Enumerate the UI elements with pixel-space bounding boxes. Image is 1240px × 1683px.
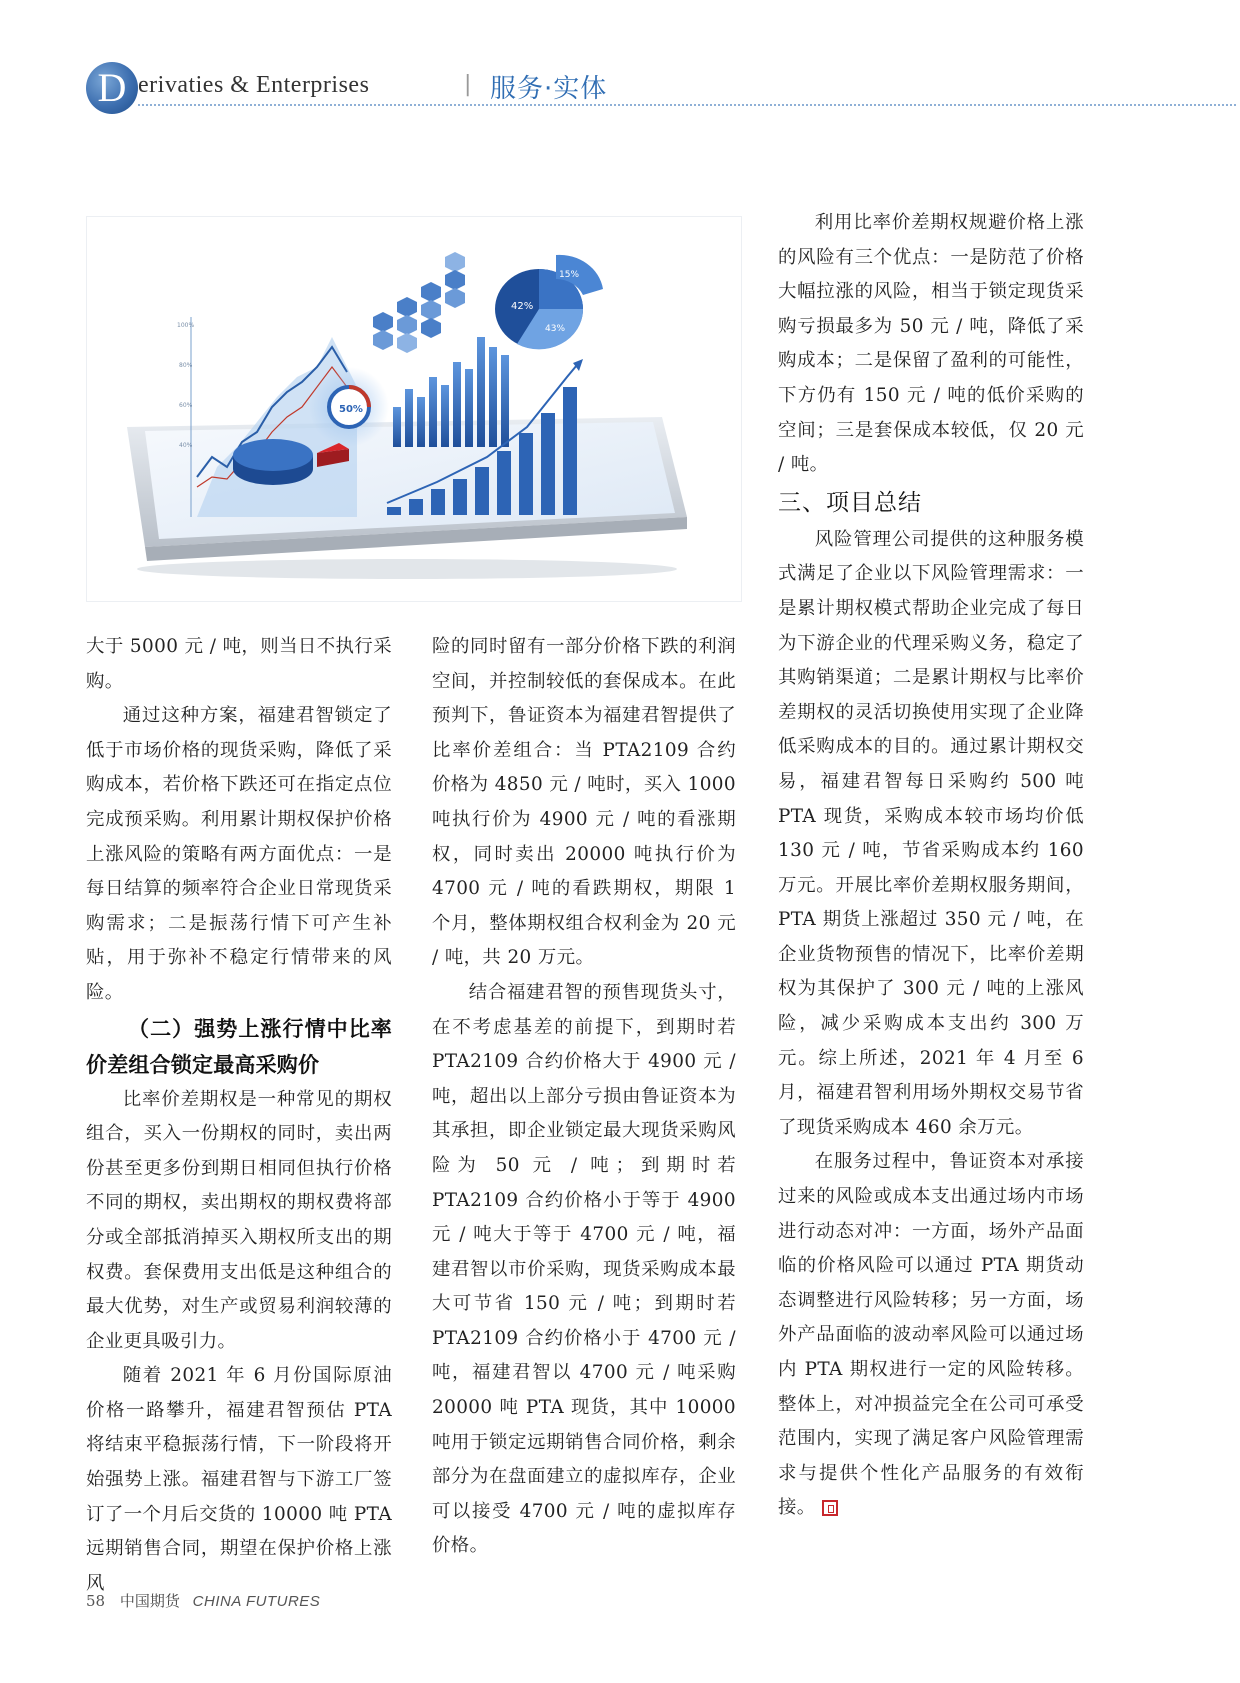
paragraph-text: 在服务过程中，鲁证资本对承接过来的风险或成本支出通过场内市场进行动态对冲：一方面，场外产品面临的价格风险可以通过 PTA 期货动态调整进行风险转移；另一方面，场外产品面临的波动率风险可以通过场内 PTA 期权进行一定的风险转移。整体上，对冲损益完全在公司可承受范围内，实现了满足客户风险管理需求与提供个性化产品服务的有效衔接。: [778, 1151, 1084, 1519]
svg-text:80%: 80%: [179, 362, 193, 369]
page-footer: [86, 1590, 320, 1611]
hexagon-chart-graphic: [373, 252, 465, 353]
paragraph-final: [778, 1145, 1084, 1526]
section-heading: 三、项目总结: [778, 489, 922, 516]
tablet-chart-illustration: [86, 216, 742, 602]
text-column-left: [86, 630, 392, 1601]
paragraph: 随着 2021 年 6 月份国际原油价格一路攀升，福建君智预估 PTA 将结束平稳振荡行情，下一阶段将开始强势上涨。福建君智与下游工厂签订了一个月后交货的 10000 吨 PTA 远期销售合同，期望在保护价格上涨风: [86, 1365, 392, 1594]
section-title-chinese: 服务·实体: [490, 74, 608, 104]
pie-label-43: 43%: [545, 324, 566, 334]
paragraph: 大于 5000 元 / 吨，则当日不执行采购。: [86, 636, 392, 692]
pie-chart-graphic: [495, 255, 603, 349]
magazine-name-english: CHINA FUTURES: [192, 1593, 321, 1610]
svg-text:60%: 60%: [179, 402, 193, 409]
paragraph: 比率价差期权是一种常见的期权组合，买入一份期权的同时，卖出两份甚至更多份到期日相同但执行价格不同的期权，卖出期权的期权费将部分或全部抵消掉买入期权所支出的期权费。套保费用支出低是这种组合的最大优势，对生产或贸易利润较薄的企业更具吸引力。: [86, 1088, 392, 1352]
paragraph: 险的同时留有一部分价格下跌的利润空间，并控制较低的套保成本。在此预判下，鲁证资本为福建君智提供了比率价差组合：当 PTA2109 合约价格为 4850 元 / 吨时，买入 1000 吨执行价为 4900 元 / 吨的看涨期权，同时卖出 20000 吨执行价为 4700 元 / 吨的看跌期权，期限 1 个月，整体期权组合权利金为 20 元 / 吨，共 20 万元。: [432, 636, 736, 969]
text-column-right: [778, 206, 1084, 1526]
gauge-label: 50%: [339, 404, 363, 415]
paragraph: 结合福建君智的预售现货头寸，在不考虑基差的前提下，到期时若 PTA2109 合约价格大于 4900 元 / 吨，超出以上部分亏损由鲁证资本为其承担，即企业锁定最大现货采购风险为 50 元 / 吨；到期时若 PTA2109 合约价格小于等于 4900 元 / 吨大于等于 4700 元 / 吨，福建君智以市价采购，现货采购成本最大可节省 150 元 / 吨；到期时若 PTA2109 合约价格小于 4700 元 / 吨，福建君智以 4700 元 / 吨采购 20000 吨 PTA 现货，其中 10000 吨用于锁定远期销售合同价格，剩余部分为在盘面建立的虚拟库存，企业可以接受 4700 元 / 吨的虚拟库存价格。: [432, 981, 736, 1557]
page-number: 58: [86, 1592, 106, 1610]
header-divider: [138, 104, 1236, 106]
end-of-article-icon: [822, 1500, 838, 1516]
pie-label-15: 15%: [559, 270, 580, 280]
paragraph: 风险管理公司提供的这种服务模式满足了企业以下风险管理需求：一是累计期权模式帮助企业完成了每日为下游企业的代理采购义务，稳定了其购销渠道；二是累计期权与比率价差期权的灵活切换使用实现了企业降低采购成本的目的。通过累计期权交易，福建君智每日采购约 500 吨 PTA 现货，采购成本较市场均价低 130 元 / 吨，节省采购成本约 160 万元。开展比率价差期权服务期间，PTA 期货上涨超过 350 元 / 吨，在企业货物预售的情况下，比率价差期权为其保护了 300 元 / 吨的上涨风险，减少采购成本支出约 300 万元。综上所述，2021 年 4 月至 6 月，福建君智利用场外期权交易节省了现货采购成本 460 余万元。: [778, 528, 1084, 1138]
illustration-svg: [87, 217, 741, 601]
gauge-graphic: [309, 367, 389, 447]
subsection-heading: （二）强势上涨行情中比率价差组合锁定最高采购价: [86, 1016, 392, 1077]
svg-text:100%: 100%: [177, 322, 195, 329]
magazine-name-chinese: 中国期货: [119, 1592, 180, 1610]
text-column-middle: [432, 630, 736, 1564]
pie-label-42: 42%: [511, 301, 534, 312]
paragraph: 利用比率价差期权规避价格上涨的风险有三个优点：一是防范了价格大幅拉涨的风险，相当于锁定现货采购亏损最多为 50 元 / 吨，降低了采购成本；二是保留了盈利的可能性，下方仍有 150 元 / 吨的低价采购的空间；三是套保成本较低，仅 20 元 / 吨。: [778, 212, 1084, 476]
header-separator: |: [464, 72, 472, 97]
paragraph: 通过这种方案，福建君智锁定了低于市场价格的现货采购，降低了采购成本，若价格下跌还可在指定点位完成预采购。利用累计期权保护价格上涨风险的策略有两方面优点：一是每日结算的频率符合企业日常现货采购需求；二是振荡行情下可产生补贴，用于弥补不稳定行情带来的风险。: [86, 705, 392, 1003]
svg-text:40%: 40%: [179, 442, 193, 449]
section-title-english: erivaties & Enterprises: [138, 72, 370, 98]
magazine-logo: D: [86, 62, 138, 114]
